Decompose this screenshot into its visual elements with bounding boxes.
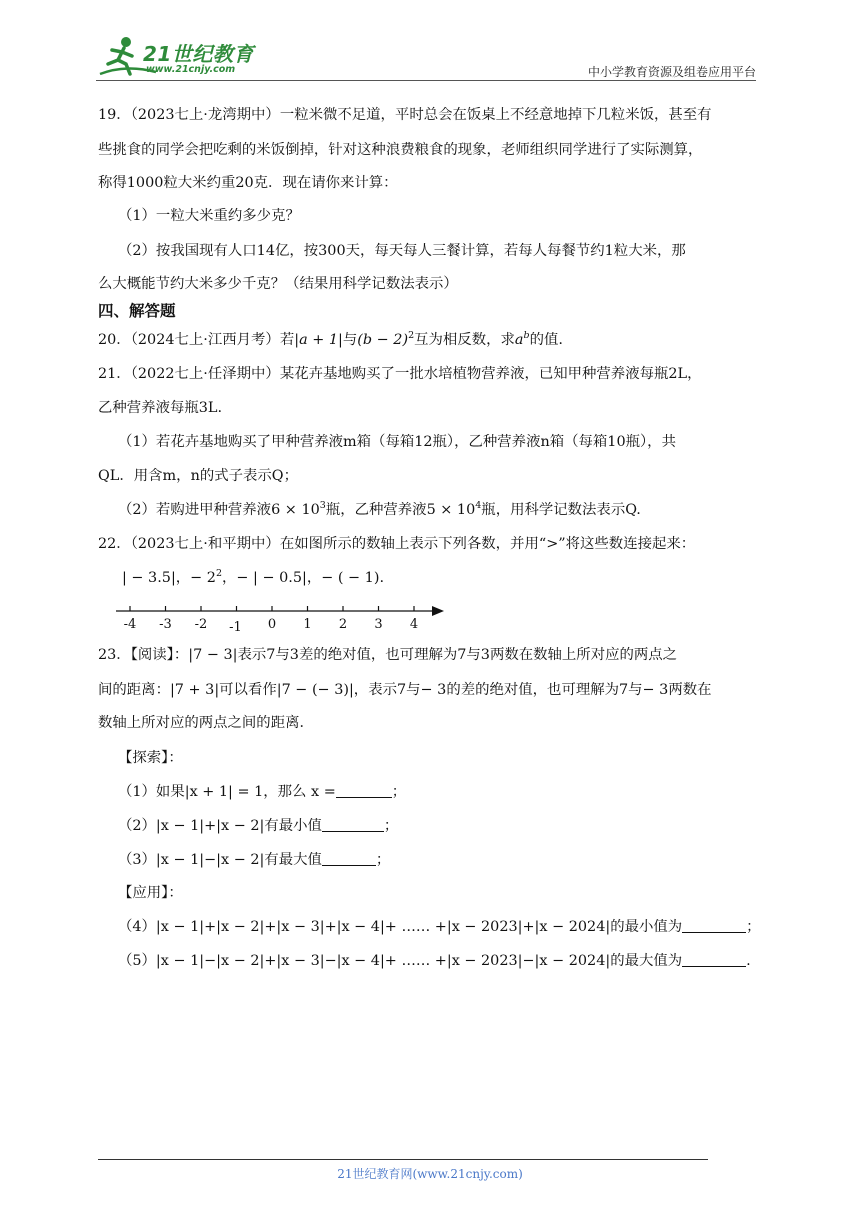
number-line-ticks <box>124 606 418 634</box>
axis-tick-label: 4 <box>409 617 419 632</box>
q19-line-3: 称得1000粒大米约重20克．现在请你来计算： <box>98 175 398 191</box>
q22-numbers <box>122 568 384 588</box>
q21-p2-mid: 瓶，乙种营养液 <box>325 502 427 518</box>
answer-blank-1 <box>336 783 392 798</box>
q23-apply-4 <box>118 917 761 937</box>
section-heading: 四、解答题 <box>98 302 176 320</box>
q21-part-1a: （1）若花卉基地购买了甲种营养液m箱（每箱12瓶），乙种营养液n箱（每箱10瓶），共 <box>118 434 676 450</box>
answer-blank-4 <box>682 918 746 933</box>
q20-square-exp: 2 <box>408 330 415 341</box>
q21-p2-exp2: 4 <box>475 500 482 511</box>
q23-line-1: 23．【阅读】：|7 − 3|表示7与3差的绝对值，也可理解为7与3两数在数轴上所对应的两点之 <box>98 647 678 663</box>
q20-square-base: (b − 2) <box>357 332 409 348</box>
q23-e2-text: （2）|x − 1|+|x − 2|有最小值 <box>118 818 322 834</box>
logo-text: 21世纪教育 <box>143 42 254 66</box>
answer-blank-2 <box>322 817 384 832</box>
q20-abs: |a + 1| <box>294 332 343 348</box>
axis-tick-label: 0 <box>267 617 277 632</box>
q23-e1-end: ； <box>391 784 407 800</box>
footer-divider <box>98 1159 708 1160</box>
q23-explore-3 <box>118 850 390 870</box>
axis-tick-label: 3 <box>374 617 383 632</box>
q23-a4-text: （4）|x − 1|+|x − 2|+|x − 3|+|x − 4|+ …… +|x − 2023|+|x − 2024|的最小值为 <box>118 919 683 935</box>
q21-part-1b: QL．用含m，n的式子表示Q； <box>98 468 298 484</box>
q21-part-2 <box>118 500 641 520</box>
q21-p2-num1: 6 × 10 <box>271 502 320 518</box>
q19-part-2a: （2）按我国现有人口14亿，按300天，每天每人三餐计算，若每人每餐节约1粒大米，那 <box>118 243 686 259</box>
axis-tick-label: -1 <box>229 620 242 634</box>
q23-explore-1 <box>118 782 406 802</box>
q20-mid: 与 <box>342 332 358 348</box>
q19-line-1: 19．（2023七上·龙湾期中）一粒米微不足道，平时总会在饭桌上不经意地掉下几粒米饭，甚至有 <box>98 107 712 123</box>
answer-blank-5 <box>682 952 746 967</box>
number-line-arrow <box>432 606 444 616</box>
axis-tick-label: -2 <box>194 617 208 632</box>
q19-part-2b: 么大概能节约大米多少千克？（结果用科学记数法表示） <box>98 276 458 292</box>
answer-blank-3 <box>322 851 376 866</box>
q22-numbers-exp: 2 <box>215 568 223 579</box>
q23-e3-text: （3）|x − 1|−|x − 2|有最大值 <box>118 852 322 868</box>
q23-apply-heading: 【应用】： <box>118 885 183 901</box>
q22-numbers-b: ，− | − 0.5|，− ( − 1). <box>222 570 385 586</box>
q23-explore-2 <box>118 816 398 836</box>
q20-power-base: a <box>514 332 524 348</box>
q22-line-1: 22．（2023七上·和平期中）在如图所示的数轴上表示下列各数，并用“>”将这些数连接起来： <box>98 536 696 552</box>
axis-tick-label: 2 <box>338 617 348 632</box>
q20-line <box>98 330 563 350</box>
q23-explore-heading: 【探索】： <box>118 750 183 766</box>
platform-title: 中小学教育资源及组卷应用平台 <box>587 65 756 79</box>
q23-a5-text: （5）|x − 1|−|x − 2|+|x − 3|−|x − 4|+ …… +|x − 2023|−|x − 2024|的最大值为 <box>118 953 683 969</box>
q23-apply-5 <box>118 951 751 971</box>
q21-line-1: 21．（2022七上·任泽期中）某花卉基地购买了一批水培植物营养液，已知甲种营养液每瓶2L， <box>98 366 702 382</box>
q23-e3-end: ； <box>375 852 391 868</box>
q23-e1-text: （1）如果|x + 1| = 1，那么 x = <box>118 784 336 800</box>
q23-e2-end: ； <box>383 818 399 834</box>
footer-text: 21世纪教育网(www.21cnjy.com) <box>337 1167 523 1181</box>
axis-tick-label: -4 <box>123 617 137 632</box>
q22-numbers-a: | − 3.5|，− 2 <box>122 570 216 586</box>
q20-mid2: 互为相反数，求 <box>414 332 515 348</box>
q23-line-3: 数轴上所对应的两点之间的距离． <box>98 715 314 731</box>
q21-p2-pre: （2）若购进甲种营养液 <box>118 502 272 518</box>
logo-url: www.21cnjy.com <box>146 64 236 75</box>
q21-p2-exp1: 3 <box>319 500 326 511</box>
q20-pre: 20．（2024七上·江西月考）若 <box>98 332 295 348</box>
number-line <box>114 600 454 634</box>
q20-power-exp: b <box>523 330 530 341</box>
q23-a5-end: . <box>746 953 751 969</box>
q20-post: 的值. <box>529 332 563 348</box>
q21-line-2: 乙种营养液每瓶3L. <box>98 400 223 416</box>
axis-tick-label: 1 <box>303 617 312 632</box>
header-divider <box>96 80 756 81</box>
q21-p2-num2: 5 × 10 <box>426 502 476 518</box>
q19-part-1: （1）一粒大米重约多少克？ <box>118 208 300 224</box>
axis-tick-label: -3 <box>159 617 172 632</box>
q23-a4-end: ； <box>746 919 761 935</box>
q23-line-2: 间的距离：|7 + 3|可以看作|7 − (− 3)|，表示7与− 3的差的绝对值，也可理解为7与− 3两数在 <box>98 682 712 698</box>
q21-p2-post: 瓶，用科学记数法表示Q. <box>481 502 641 518</box>
q19-line-2: 些挑食的同学会把吃剩的米饭倒掉，针对这种浪费粮食的现象，老师组织同学进行了实际测算， <box>98 142 703 158</box>
